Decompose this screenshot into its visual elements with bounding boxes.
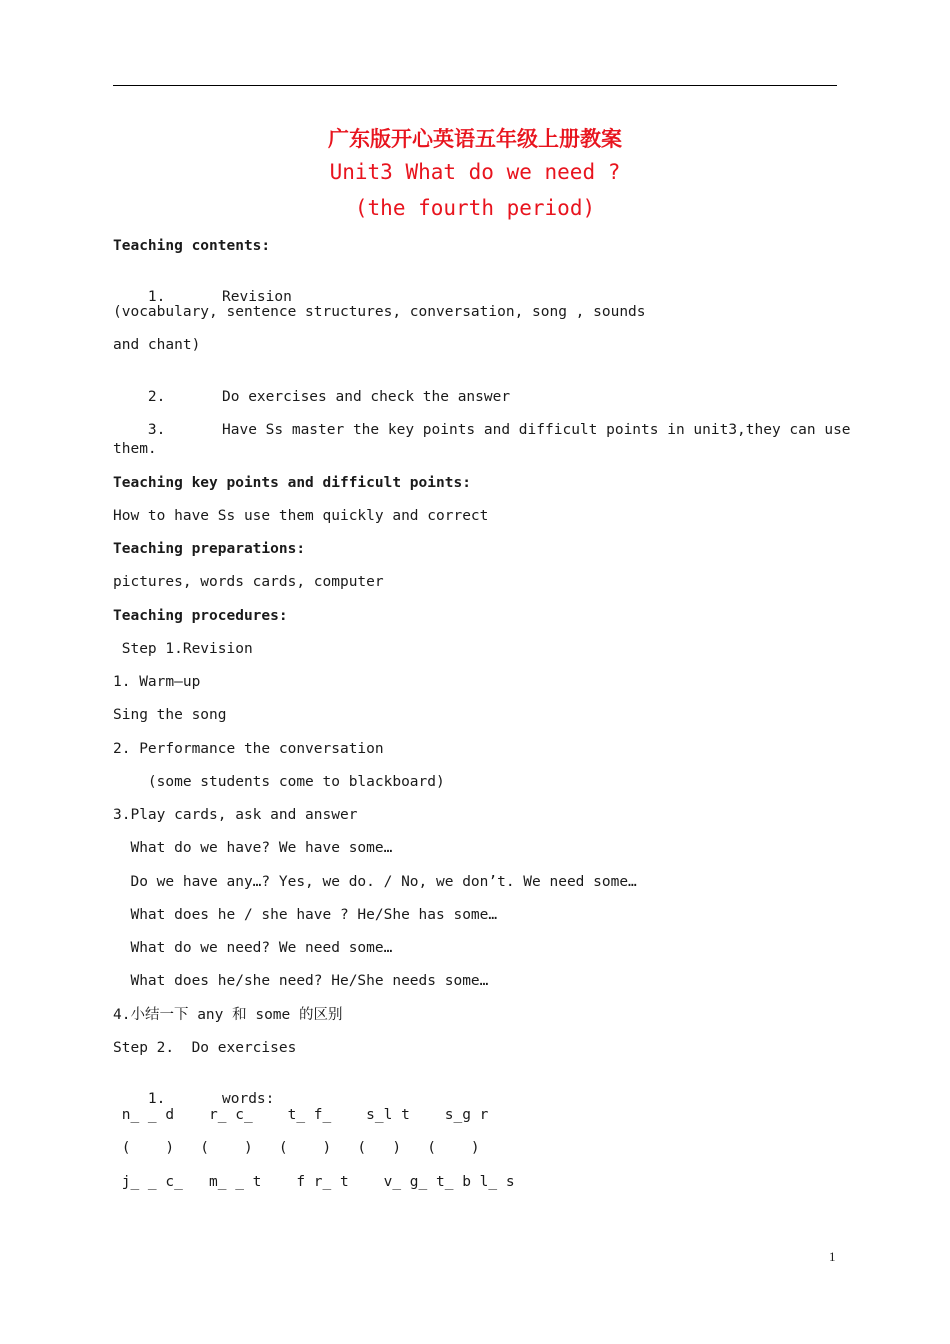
dialogue-line-3: What does he / she have ? He/She has some… xyxy=(113,907,498,923)
exercise-item-1-number: 1. xyxy=(147,1091,166,1107)
content-item-2 xyxy=(113,370,511,405)
exercise-words-row-1: n_ _ d r_ c_ t_ f_ s_l t s_g r xyxy=(113,1107,489,1123)
exercise-answer-row: ( ) ( ) ( ) ( ) ( ) xyxy=(113,1140,480,1156)
keypoints-text: How to have Ss use them quickly and correct xyxy=(113,508,489,524)
title-period: (the fourth period) xyxy=(354,196,596,220)
step-2-heading: Step 2. Do exercises xyxy=(113,1040,297,1056)
preparations-text: pictures, words cards, computer xyxy=(113,574,384,590)
header-rule xyxy=(113,85,837,86)
step-1-item-3: 3.Play cards, ask and answer xyxy=(113,807,358,823)
procedures-heading: Teaching procedures: xyxy=(113,608,288,624)
content-item-2-number: 2. xyxy=(147,389,166,405)
content-item-1 xyxy=(113,270,292,305)
dialogue-line-1: What do we have? We have some… xyxy=(113,840,393,856)
title-chinese: 广东版开心英语五年级上册教案 xyxy=(328,126,622,151)
step-1-item-2-detail: (some students come to blackboard) xyxy=(113,774,445,790)
step-1-item-1-detail: Sing the song xyxy=(113,707,227,723)
content-item-2-text: Do exercises and check the answer xyxy=(222,389,511,405)
exercise-words-row-2: j_ _ c_ m_ _ t f r_ t v_ g_ t_ b l_ s xyxy=(113,1174,515,1190)
dialogue-line-2: Do we have any…? Yes, we do. / No, we don’t. We need some… xyxy=(113,874,637,890)
content-item-3 xyxy=(113,403,851,438)
step-1-item-2: 2. Performance the conversation xyxy=(113,741,384,757)
preparations-heading: Teaching preparations: xyxy=(113,541,306,557)
content-item-3-number: 3. xyxy=(147,422,166,438)
step-1-item-1: 1. Warm—up xyxy=(113,674,201,690)
keypoints-heading: Teaching key points and difficult points: xyxy=(113,475,471,491)
dialogue-line-5: What does he/she need? He/She needs some… xyxy=(113,973,489,989)
content-item-1-cont2: and chant) xyxy=(113,337,201,353)
exercise-item-1-text: words: xyxy=(222,1091,275,1107)
dialogue-line-4: What do we need? We need some… xyxy=(113,940,393,956)
content-item-1-cont1: (vocabulary, sentence structures, conversation, song , sounds xyxy=(113,304,646,320)
step-1-heading: Step 1.Revision xyxy=(113,641,253,657)
title-unit: Unit3 What do we need ? xyxy=(329,160,621,184)
content-item-1-text: Revision xyxy=(222,289,292,305)
step-1-item-4: 4.小结一下 any 和 some 的区别 xyxy=(113,1007,343,1023)
page-number: 1 xyxy=(829,1249,836,1264)
content-item-3-text: Have Ss master the key points and difficult points in unit3,they can use xyxy=(222,422,851,438)
contents-heading: Teaching contents: xyxy=(113,238,271,254)
exercise-item-1 xyxy=(113,1072,275,1107)
content-item-1-number: 1. xyxy=(147,289,166,305)
content-item-3-cont: them. xyxy=(113,441,157,457)
